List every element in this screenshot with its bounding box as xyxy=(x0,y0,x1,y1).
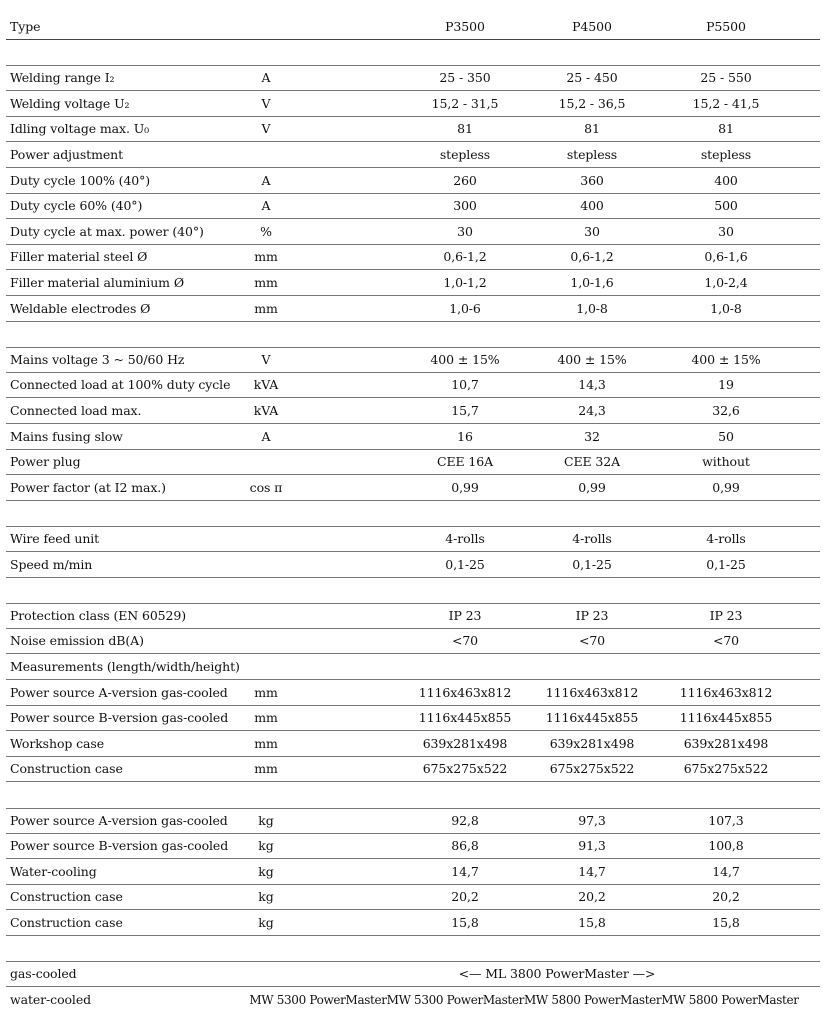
group-separator xyxy=(6,41,820,67)
row-value: 25 - 550 xyxy=(700,70,752,86)
row-unit: mm xyxy=(254,275,278,290)
row-value: 1,0-8 xyxy=(576,300,608,316)
row-unit xyxy=(234,629,298,653)
table-row xyxy=(6,143,820,168)
table-row xyxy=(6,553,820,578)
row-value: 639x281x498 xyxy=(683,735,769,751)
table-row xyxy=(6,450,820,475)
row-value: 50 xyxy=(718,428,734,444)
row-label: Speed m/min xyxy=(10,556,93,572)
header-model-3: P5500 xyxy=(706,19,746,34)
row-unit xyxy=(234,553,298,577)
row-value: 1116x445x855 xyxy=(418,710,512,726)
group-separator xyxy=(6,578,820,604)
table-row xyxy=(6,885,820,910)
row-value: 14,3 xyxy=(578,377,606,393)
row-value: 0,6-1,2 xyxy=(570,249,614,265)
row-label: Measurements (length/width/height) xyxy=(10,659,240,674)
row-unit xyxy=(234,655,298,679)
row-value: 15,2 - 41,5 xyxy=(692,95,760,111)
table-row xyxy=(6,809,820,834)
row-value: 20,2 xyxy=(712,889,740,905)
row-label: Duty cycle 60% (40°) xyxy=(10,198,143,214)
row-value: 0,99 xyxy=(712,479,740,495)
row-value: IP 23 xyxy=(709,607,743,623)
row-label: Power source A-version gas-cooled xyxy=(10,684,228,700)
row-value xyxy=(648,655,804,679)
row-value: 15,8 xyxy=(451,915,479,930)
row-label: Construction case xyxy=(10,761,123,777)
table-row xyxy=(6,169,820,194)
row-value: 15,7 xyxy=(451,403,479,418)
row-unit: cos π xyxy=(249,479,283,495)
row-unit: mm xyxy=(254,684,278,700)
row-value: 32,6 xyxy=(712,403,740,418)
row-value: 400 xyxy=(580,198,604,214)
row-label: Construction case xyxy=(10,915,123,930)
row-unit: kg xyxy=(258,915,274,930)
row-unit: kg xyxy=(258,838,274,854)
table-row xyxy=(6,297,820,322)
table-row xyxy=(6,245,820,270)
table-row xyxy=(6,732,820,757)
row-value: 0,99 xyxy=(451,479,479,495)
table-row xyxy=(6,399,820,424)
row-value: 0,6-1,6 xyxy=(704,249,748,265)
footer-label: water-cooled xyxy=(10,991,92,1007)
row-value: 15,8 xyxy=(712,915,740,930)
row-value: 30 xyxy=(457,223,473,239)
table-row xyxy=(6,373,820,398)
footer-row xyxy=(6,962,820,987)
row-value: 4-rolls xyxy=(706,531,746,546)
row-unit: % xyxy=(260,223,272,239)
row-value: 4-rolls xyxy=(572,531,612,546)
row-label: Mains fusing slow xyxy=(10,428,123,444)
group-separator xyxy=(6,322,820,348)
table-row xyxy=(6,629,820,654)
row-value xyxy=(514,655,670,679)
row-value: 300 xyxy=(453,198,477,214)
row-label: Weldable electrodes Ø xyxy=(10,300,151,316)
row-value: CEE 16A xyxy=(436,454,494,470)
row-unit xyxy=(234,604,298,628)
row-label: Construction case xyxy=(10,889,123,905)
row-unit: mm xyxy=(254,249,278,265)
row-value: 400 ± 15% xyxy=(557,351,627,367)
row-value: 0,6-1,2 xyxy=(443,249,487,265)
row-unit: A xyxy=(261,172,271,188)
row-value: 97,3 xyxy=(578,812,606,828)
row-unit: mm xyxy=(254,761,278,777)
row-value: 1,0-6 xyxy=(449,300,481,316)
row-value: 675x275x522 xyxy=(549,761,635,777)
row-value: 4-rolls xyxy=(445,531,485,546)
row-value: 675x275x522 xyxy=(683,761,769,777)
row-value: 81 xyxy=(457,121,473,137)
group-separator xyxy=(6,937,820,963)
table-row xyxy=(6,66,820,91)
table-row xyxy=(6,834,820,859)
table-row xyxy=(6,117,820,142)
row-value: <70 xyxy=(712,633,740,649)
table-row xyxy=(6,911,820,936)
row-value: 24,3 xyxy=(578,403,606,418)
row-value: 30 xyxy=(584,223,600,239)
row-unit: mm xyxy=(254,735,278,751)
row-value: 1116x463x812 xyxy=(418,684,512,700)
row-value: CEE 32A xyxy=(563,454,621,470)
row-value: 260 xyxy=(453,172,477,188)
row-value: 0,1-25 xyxy=(572,556,612,572)
row-unit: A xyxy=(261,428,271,444)
row-value: stepless xyxy=(566,147,618,162)
row-label: Connected load max. xyxy=(10,403,142,418)
row-label: Mains voltage 3 ~ 50/60 Hz xyxy=(10,351,185,367)
row-value: 32 xyxy=(584,428,600,444)
table-row xyxy=(6,527,820,552)
row-value: 10,7 xyxy=(451,377,479,393)
group-separator xyxy=(6,501,820,527)
table-row xyxy=(6,757,820,782)
table-row xyxy=(6,348,820,373)
header-model-2: P4500 xyxy=(572,19,612,34)
row-value: 81 xyxy=(584,121,600,137)
table-header-row xyxy=(6,15,820,40)
row-value: 19 xyxy=(718,377,734,393)
row-value: 92,8 xyxy=(451,812,479,828)
row-label: Power source B-version gas-cooled xyxy=(10,710,229,726)
row-label: Protection class (EN 60529) xyxy=(10,607,187,623)
row-value: 639x281x498 xyxy=(422,735,508,751)
row-value: <70 xyxy=(578,633,606,649)
row-value: 0,1-25 xyxy=(706,556,746,572)
row-value: 15,2 - 36,5 xyxy=(558,95,626,111)
row-value: 1,0-8 xyxy=(710,300,742,316)
footer-model-text: <— ML 3800 PowerMaster —> xyxy=(458,966,656,982)
row-value: 15,2 - 31,5 xyxy=(431,95,499,111)
table-row xyxy=(6,860,820,885)
table-row xyxy=(6,604,820,629)
row-value: 14,7 xyxy=(578,863,606,879)
row-value: 91,3 xyxy=(578,838,606,854)
row-label: Power adjustment xyxy=(10,147,124,162)
row-value: 1116x463x812 xyxy=(679,684,773,700)
row-unit: kVA xyxy=(253,377,279,393)
row-value: 25 - 450 xyxy=(566,70,618,86)
row-value: 639x281x498 xyxy=(549,735,635,751)
row-value: 30 xyxy=(718,223,734,239)
row-label: Duty cycle at max. power (40°) xyxy=(10,223,204,239)
group-separator xyxy=(6,783,820,809)
row-label: Welding voltage U₂ xyxy=(10,95,130,111)
row-value: 0,99 xyxy=(578,479,606,495)
row-value: 20,2 xyxy=(451,889,479,905)
row-value: 15,8 xyxy=(578,915,606,930)
row-label: Wire feed unit xyxy=(10,531,100,546)
row-label: Filler material steel Ø xyxy=(10,249,148,265)
row-unit: kg xyxy=(258,889,274,905)
row-value: IP 23 xyxy=(575,607,609,623)
table-row xyxy=(6,706,820,731)
row-unit: kVA xyxy=(253,403,279,418)
table-row xyxy=(6,476,820,501)
row-value: 1116x445x855 xyxy=(679,710,773,726)
row-label: Idling voltage max. U₀ xyxy=(10,121,150,137)
row-unit: kg xyxy=(258,863,274,879)
row-value: 20,2 xyxy=(578,889,606,905)
row-value: 86,8 xyxy=(451,838,479,854)
row-value: 81 xyxy=(718,121,734,137)
row-unit: mm xyxy=(254,710,278,726)
table-row xyxy=(6,194,820,219)
row-label: Power source A-version gas-cooled xyxy=(10,812,228,828)
row-unit: V xyxy=(261,351,271,367)
row-unit xyxy=(234,143,298,167)
row-value: 500 xyxy=(714,198,738,214)
row-value: 25 - 350 xyxy=(439,70,491,86)
row-value: stepless xyxy=(439,147,491,162)
row-unit: V xyxy=(261,121,271,137)
row-value: stepless xyxy=(700,147,752,162)
row-value: 675x275x522 xyxy=(422,761,508,777)
row-label: Filler material aluminium Ø xyxy=(10,275,184,290)
table-row xyxy=(6,220,820,245)
row-value: 1116x445x855 xyxy=(545,710,639,726)
row-label: Workshop case xyxy=(10,735,105,751)
footer-label: gas-cooled xyxy=(10,966,77,982)
row-value: 1116x463x812 xyxy=(545,684,639,700)
row-value: without xyxy=(702,454,750,470)
table-row xyxy=(6,92,820,117)
row-label: Welding range I₂ xyxy=(10,70,115,86)
row-unit: A xyxy=(261,70,271,86)
header-model-1: P3500 xyxy=(445,19,485,34)
table-row xyxy=(6,271,820,296)
row-unit: kg xyxy=(258,812,274,828)
row-unit xyxy=(234,450,298,474)
table-row xyxy=(6,681,820,706)
row-value: 16 xyxy=(457,428,473,444)
row-label: Power source B-version gas-cooled xyxy=(10,838,229,854)
row-unit xyxy=(234,527,298,551)
table-row xyxy=(6,425,820,450)
row-value: 1,0-2,4 xyxy=(704,275,748,290)
row-value: 14,7 xyxy=(712,863,740,879)
row-value: 360 xyxy=(580,172,604,188)
row-label: Power plug xyxy=(10,454,81,470)
row-value: 0,1-25 xyxy=(445,556,485,572)
footer-row xyxy=(6,988,820,1013)
row-label: Duty cycle 100% (40°) xyxy=(10,172,151,188)
row-value: 1,0-1,2 xyxy=(443,275,487,290)
footer-model-text: MW 5300 PowerMasterMW 5300 PowerMasterMW 5800 PowerMasterMW 5800 PowerMaster xyxy=(249,992,799,1007)
row-value: 107,3 xyxy=(708,812,744,828)
row-label: Water-cooling xyxy=(10,863,97,879)
row-value: 100,8 xyxy=(708,838,744,854)
table-row xyxy=(6,655,820,680)
row-unit: mm xyxy=(254,300,278,316)
row-value: 14,7 xyxy=(451,863,479,879)
row-value: 400 xyxy=(714,172,738,188)
row-value: 400 ± 15% xyxy=(430,351,500,367)
header-type-label: Type xyxy=(10,19,41,34)
row-unit: V xyxy=(261,95,271,111)
row-label: Power factor (at I2 max.) xyxy=(10,479,166,495)
row-label: Noise emission dB(A) xyxy=(10,633,144,649)
row-value: 400 ± 15% xyxy=(691,351,761,367)
row-value: IP 23 xyxy=(448,607,482,623)
row-label: Connected load at 100% duty cycle xyxy=(10,377,231,393)
row-value: 1,0-1,6 xyxy=(570,275,614,290)
row-unit: A xyxy=(261,198,271,214)
row-value: <70 xyxy=(451,633,479,649)
